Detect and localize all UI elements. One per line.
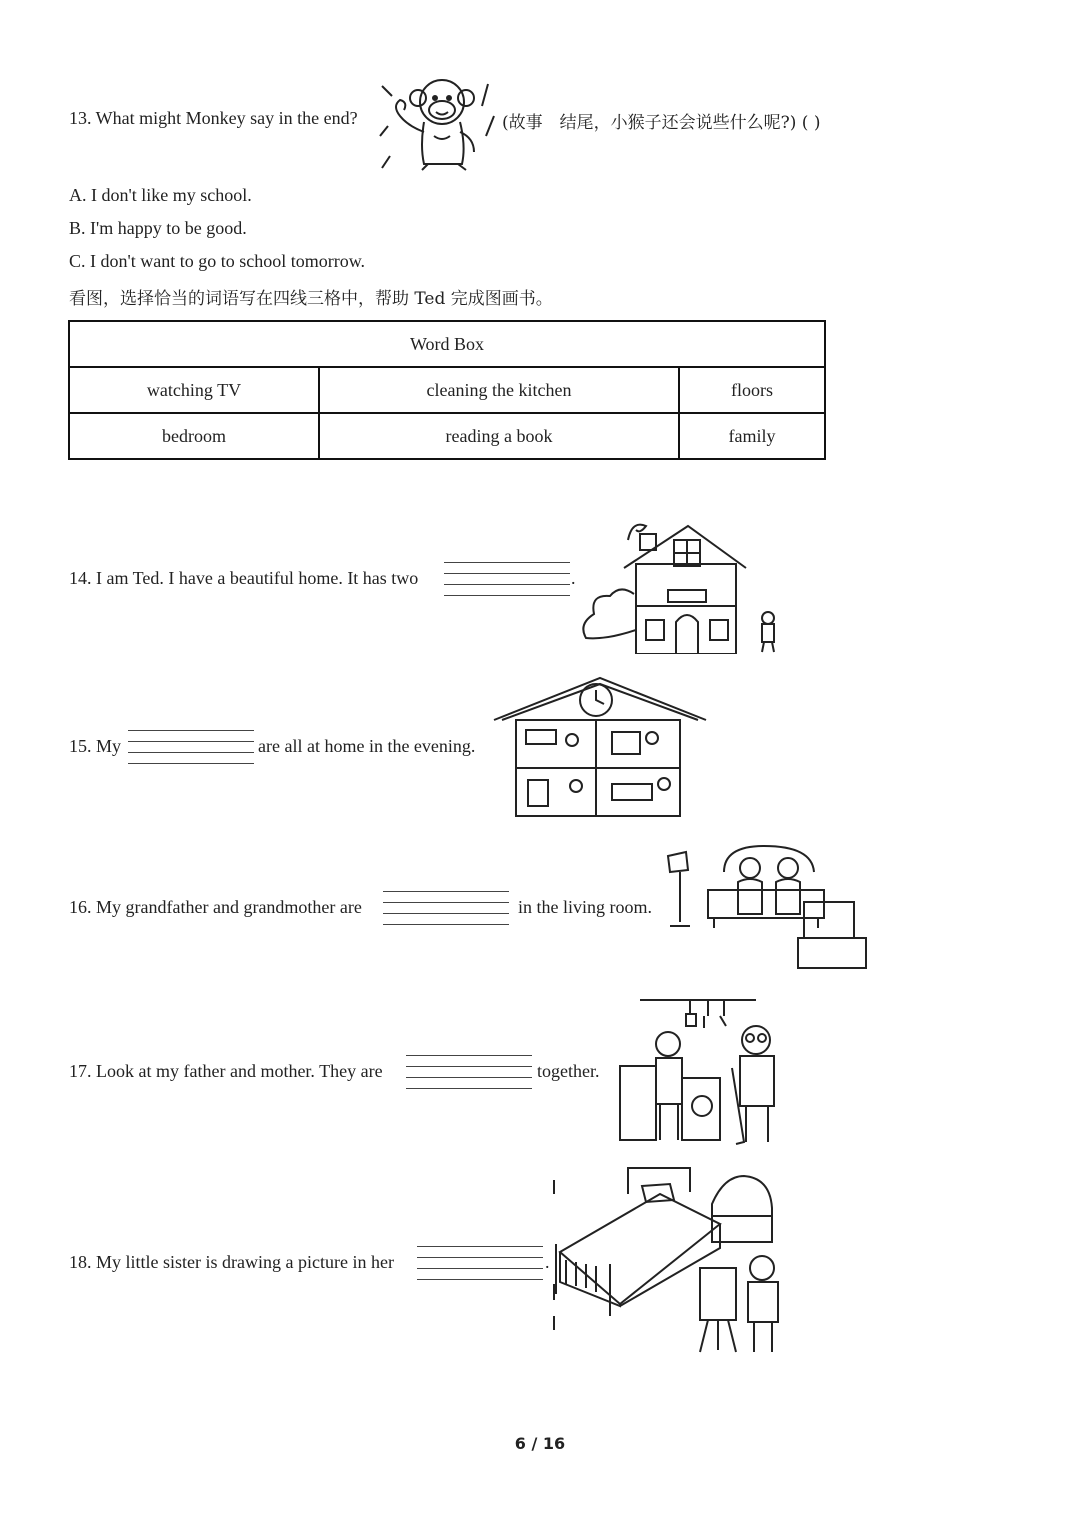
q17-answer-lines[interactable] xyxy=(406,1055,532,1089)
q13-option-c: C. I don't want to go to school tomorrow. xyxy=(69,251,366,271)
q17-text: 17. Look at my father and mother. They are xyxy=(69,1061,383,1081)
grandparents-tv-illustration xyxy=(664,842,870,974)
word-box-cell: reading a book xyxy=(319,413,679,459)
q16-end: in the living room. xyxy=(518,897,652,917)
q15-answer-lines[interactable] xyxy=(128,730,254,764)
q13-question: 13. What might Monkey say in the end? xyxy=(69,108,358,128)
page-number: 6 / 16 xyxy=(514,1434,566,1453)
q14-end: . xyxy=(571,568,576,588)
q18-text: 18. My little sister is drawing a picture in her xyxy=(69,1252,394,1272)
word-box-cell: watching TV xyxy=(69,367,319,413)
q13-option-a: A. I don't like my school. xyxy=(69,185,252,205)
q13-chinese-prompt: (故事 结尾，小猴子还会说些什么呢?) ( ) xyxy=(502,113,821,133)
parents-cleaning-illustration xyxy=(612,994,798,1146)
q18-end: . xyxy=(545,1252,550,1272)
q17-end: together. xyxy=(537,1061,600,1081)
word-box-cell: family xyxy=(679,413,825,459)
house-illustration xyxy=(576,510,782,654)
word-box-title: Word Box xyxy=(69,321,825,367)
q16-text: 16. My grandfather and grandmother are xyxy=(69,897,362,917)
bedroom-drawing-illustration xyxy=(550,1164,796,1356)
q15-end: are all at home in the evening. xyxy=(258,736,476,756)
word-box-table xyxy=(68,320,826,460)
word-box-cell: bedroom xyxy=(69,413,319,459)
q16-answer-lines[interactable] xyxy=(383,891,509,925)
instruction: 看图，选择恰当的词语写在四线三格中，帮助 Ted 完成图画书。 xyxy=(69,289,553,309)
word-box-cell: floors xyxy=(679,367,825,413)
q14-text: 14. I am Ted. I have a beautiful home. It has two xyxy=(69,568,419,588)
q13-option-b: B. I'm happy to be good. xyxy=(69,218,247,238)
monkey-illustration xyxy=(378,76,500,172)
q18-answer-lines[interactable] xyxy=(417,1246,543,1280)
family-house-illustration xyxy=(492,676,708,818)
q14-answer-lines[interactable] xyxy=(444,562,570,596)
q15-text: 15. My xyxy=(69,736,122,756)
word-box-cell: cleaning the kitchen xyxy=(319,367,679,413)
